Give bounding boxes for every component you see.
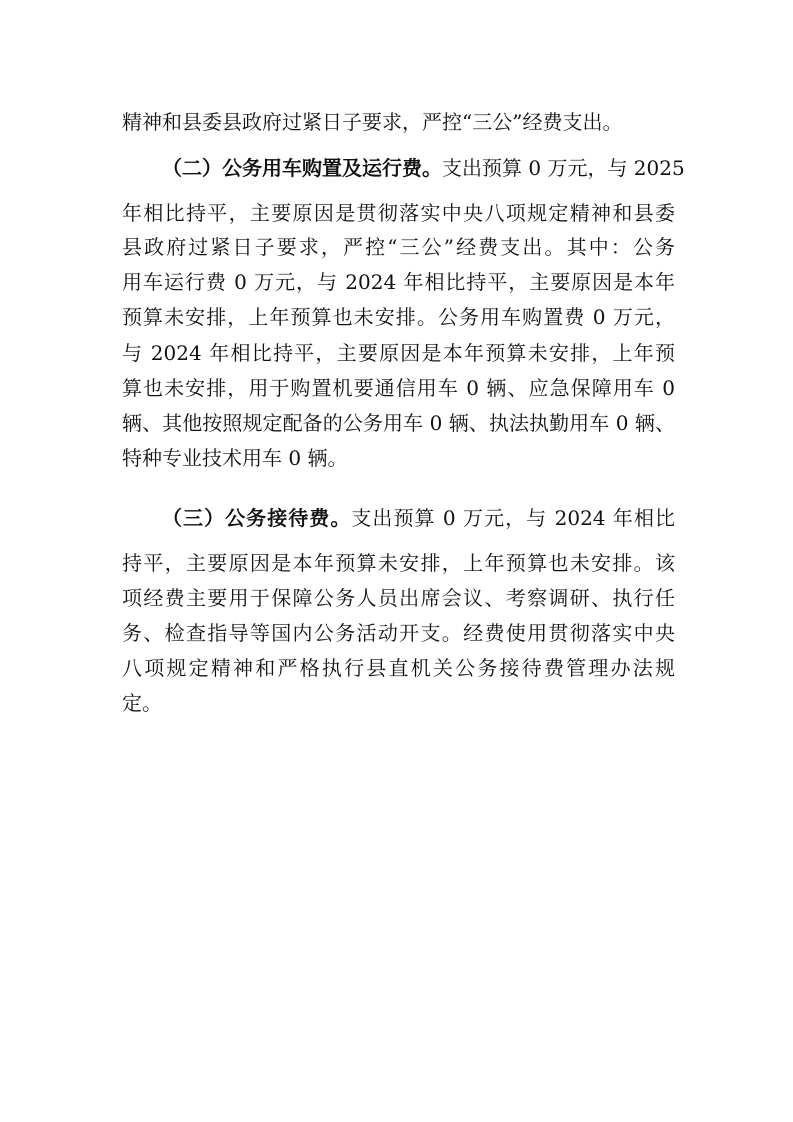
paragraph-line: 辆、其他按照规定配备的公务用车 0 辆、执法执勤用车 0 辆、 — [122, 411, 675, 435]
paragraph-line: 定。 — [122, 691, 162, 715]
paragraph-line: 年相比持平，主要原因是贯彻落实中央八项规定精神和县委 — [122, 201, 675, 225]
paragraph-line: 持平，主要原因是本年预算未安排，上年预算也未安排。该 — [122, 551, 675, 575]
paragraph-line: 务、检查指导等国内公务活动开支。经费使用贯彻落实中央 — [122, 621, 675, 645]
section-heading: （三）公务接待费。 — [162, 506, 352, 530]
paragraph-line: 项经费主要用于保障公务人员出席会议、考察调研、执行任 — [122, 586, 675, 610]
paragraph-line: 预算未安排，上年预算也未安排。公务用车购置费 0 万元， — [122, 305, 675, 329]
paragraph-text: 支出预算 0 万元，与 2024 年相比 — [351, 506, 675, 530]
paragraph-line: 与 2024 年相比持平，主要原因是本年预算未安排，上年预 — [122, 341, 675, 365]
section-heading: （二）公务用车购置及运行费。 — [162, 156, 442, 180]
paragraph-line — [162, 154, 685, 182]
paragraph-line: 八项规定精神和严格执行县直机关公务接待费管理办法规 — [122, 656, 675, 680]
paragraph-text: 支出预算 0 万元，与 2025 — [442, 156, 685, 180]
paragraph-line: 算也未安排，用于购置机要通信用车 0 辆、应急保障用车 0 — [122, 376, 675, 400]
paragraph-line: 特种专业技术用车 0 辆。 — [122, 446, 348, 470]
paragraph-line: 用车运行费 0 万元，与 2024 年相比持平，主要原因是本年 — [122, 270, 675, 294]
paragraph-line: 县政府过紧日子要求，严控“三公”经费支出。其中：公务 — [122, 235, 675, 259]
paragraph-line: 精神和县委县政府过紧日子要求，严控“三公”经费支出。 — [122, 110, 623, 134]
paragraph-line — [162, 504, 675, 532]
